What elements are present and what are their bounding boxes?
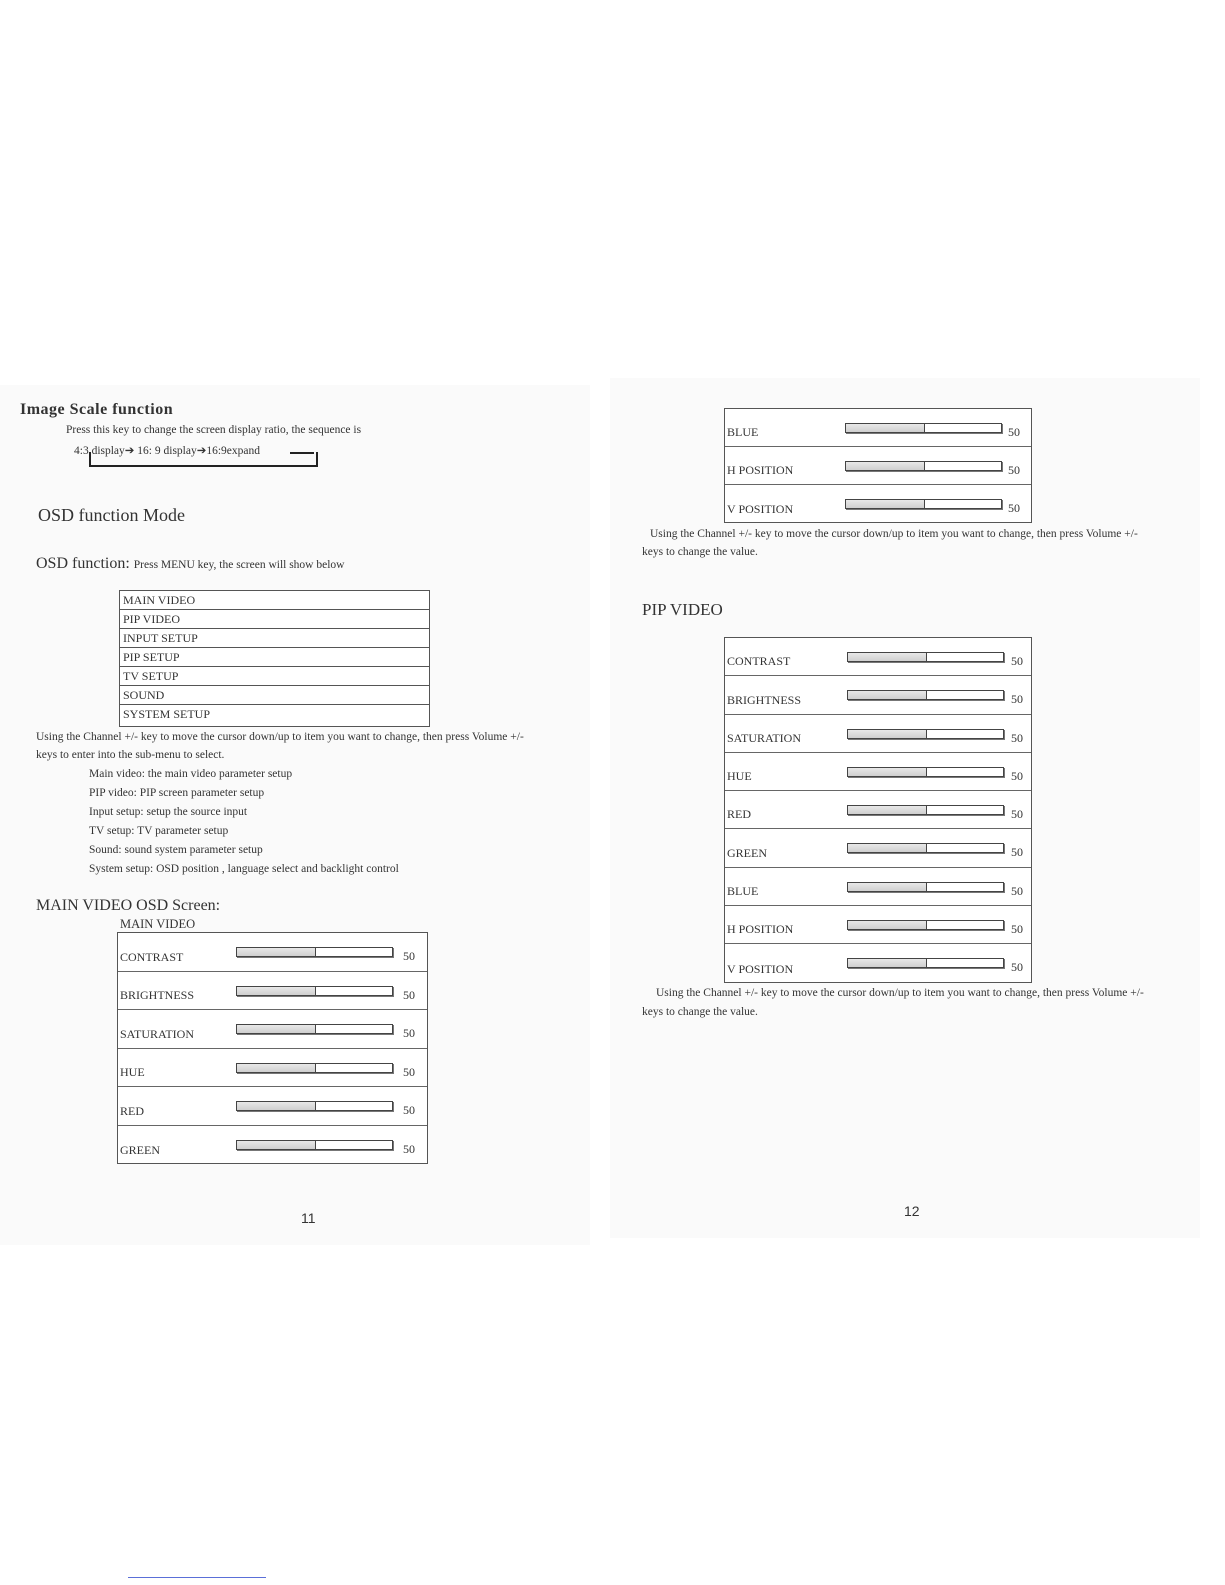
osd-mode-heading: OSD function Mode: [38, 505, 185, 525]
osd-setting-value: 50: [1008, 501, 1020, 515]
osd-setting-row[interactable]: [725, 715, 1031, 753]
osd-setting-label: V POSITION: [727, 961, 794, 976]
osd-setting-value: 50: [1008, 425, 1020, 439]
menu-item: TV SETUP: [120, 667, 429, 686]
osd-setting-label: BRIGHTNESS: [120, 988, 195, 1002]
osd-setting-label: HUE: [727, 769, 752, 784]
osd-setting-value: 50: [1011, 807, 1023, 822]
osd-setting-label: BLUE: [727, 884, 759, 899]
osd-setting-label: CONTRAST: [727, 654, 791, 669]
osd-setting-label: BLUE: [727, 425, 759, 439]
osd-setting-value: 50: [1011, 845, 1023, 860]
osd-level-fill: [237, 1102, 316, 1110]
osd-level-fill: [848, 730, 927, 738]
osd-level-fill: [848, 921, 927, 929]
osd-level-slider[interactable]: [847, 767, 1004, 777]
osd-setting-label: RED: [727, 807, 751, 822]
osd-setting-label: H POSITION: [727, 922, 794, 937]
pip-video-osd-table: [724, 637, 1032, 983]
osd-level-slider[interactable]: [847, 958, 1004, 968]
osd-function-line: [36, 555, 344, 573]
osd-level-fill: [848, 883, 927, 891]
bottom-edge-line: [128, 1577, 266, 1578]
usage-top-line-1: Using the Channel +/- key to move the cursor down/up to item you want to change, then press Volume +/-: [650, 528, 1138, 540]
osd-level-fill: [846, 424, 925, 432]
osd-setting-label: GREEN: [120, 1143, 160, 1157]
osd-setting-label: SATURATION: [727, 730, 802, 745]
osd-level-fill: [237, 1141, 316, 1149]
menu-item: PIP VIDEO: [120, 610, 429, 629]
osd-setting-value: 50: [1011, 922, 1023, 937]
osd-setting-value: 50: [1011, 768, 1023, 783]
osd-level-slider[interactable]: [847, 652, 1004, 662]
osd-setting-row[interactable]: [725, 485, 1031, 523]
image-scale-desc: Press this key to change the screen display ratio, the sequence is: [66, 424, 362, 436]
osd-level-fill: [848, 691, 927, 699]
osd-setting-value: 50: [403, 949, 415, 963]
osd-setting-value: 50: [1011, 654, 1023, 668]
osd-level-fill: [846, 500, 925, 508]
osd-setting-value: 50: [1011, 960, 1023, 975]
osd-setting-row[interactable]: [725, 944, 1031, 982]
osd-level-slider[interactable]: [845, 461, 1002, 471]
osd-level-fill: [846, 462, 925, 470]
menu-description: Input setup: setup the source input: [89, 806, 248, 818]
menu-description: Main video: the main video parameter setup: [89, 768, 293, 780]
osd-setting-label: SATURATION: [120, 1026, 195, 1041]
osd-setting-value: 50: [403, 1026, 415, 1040]
osd-setting-row[interactable]: [725, 906, 1031, 944]
osd-setting-value: 50: [403, 987, 415, 1002]
main-video-osd-table-continued: [724, 408, 1032, 523]
osd-level-fill: [848, 806, 927, 814]
osd-level-slider[interactable]: [845, 499, 1002, 509]
osd-function-lead: OSD function:: [36, 555, 130, 572]
osd-setting-value: 50: [403, 1103, 415, 1117]
usage-bottom-line-1: Using the Channel +/- key to move the cursor down/up to item you want to change, then press Volume +/-: [656, 987, 1144, 999]
osd-setting-row[interactable]: [725, 829, 1031, 867]
menu-item: SYSTEM SETUP: [123, 707, 211, 721]
osd-level-slider[interactable]: [845, 423, 1002, 433]
osd-setting-value: 50: [403, 1064, 415, 1079]
menu-item: PIP SETUP: [120, 648, 429, 667]
osd-level-slider[interactable]: [847, 843, 1004, 853]
menu-description: TV setup: TV parameter setup: [89, 825, 229, 837]
osd-level-slider[interactable]: [236, 1101, 393, 1111]
osd-setting-row[interactable]: [118, 933, 427, 972]
sequence-loop-arrow: [89, 452, 318, 467]
sequence-loop-arrow-tail: [290, 452, 314, 454]
osd-setting-label: CONTRAST: [120, 949, 184, 964]
main-video-osd-table: [117, 932, 428, 1164]
menu-description: PIP video: PIP screen parameter setup: [89, 787, 265, 799]
osd-setting-row[interactable]: [725, 447, 1031, 485]
osd-setting-value: 50: [1011, 883, 1023, 898]
osd-setting-row[interactable]: [725, 409, 1031, 447]
menu-item: MAIN VIDEO: [120, 591, 429, 610]
osd-setting-value: 50: [1011, 730, 1023, 745]
usage-bottom-line-2: keys to change the value.: [642, 1006, 758, 1018]
osd-level-slider[interactable]: [236, 1063, 393, 1073]
osd-level-slider[interactable]: [236, 947, 393, 957]
osd-setting-value: 50: [1008, 463, 1020, 477]
osd-setting-row[interactable]: [725, 676, 1031, 714]
osd-function-desc: Press MENU key, the screen will show below: [133, 559, 345, 571]
osd-setting-row[interactable]: [118, 972, 427, 1011]
osd-setting-row[interactable]: [118, 1126, 427, 1165]
osd-setting-row[interactable]: [725, 868, 1031, 906]
osd-setting-label: HUE: [120, 1065, 145, 1079]
osd-level-fill: [848, 844, 927, 852]
osd-setting-row[interactable]: [725, 753, 1031, 791]
osd-level-fill: [848, 653, 927, 661]
menu-description: System setup: OSD position , language select and backlight control: [89, 863, 399, 875]
osd-main-menu: [119, 590, 430, 727]
image-scale-heading: Image Scale function: [20, 401, 174, 418]
osd-setting-row[interactable]: [725, 638, 1031, 676]
page-number-left: 11: [301, 1210, 316, 1226]
usage-top-line-2: keys to change the value.: [642, 546, 758, 558]
osd-setting-row[interactable]: [118, 1049, 427, 1088]
osd-level-fill: [848, 959, 927, 967]
menu-item: SOUND: [120, 686, 429, 705]
usage-line-2: keys to enter into the sub-menu to select.: [36, 749, 225, 761]
main-video-caption: MAIN VIDEO: [120, 917, 196, 931]
usage-line-1: Using the Channel +/- key to move the cursor down/up to item you want to change, then press Volume +/-: [36, 731, 524, 743]
osd-level-fill: [237, 948, 316, 956]
page-number-right: 12: [904, 1203, 920, 1219]
osd-level-slider[interactable]: [847, 805, 1004, 815]
osd-level-slider[interactable]: [236, 1024, 393, 1034]
osd-setting-label: H POSITION: [727, 463, 794, 477]
osd-level-slider[interactable]: [847, 690, 1004, 700]
osd-level-slider[interactable]: [847, 882, 1004, 892]
osd-setting-value: 50: [1011, 692, 1023, 707]
osd-setting-label: GREEN: [727, 845, 767, 860]
display-sequence: 4:3 display➔ 16: 9 display➔16:9expand: [74, 445, 261, 457]
osd-level-fill: [848, 768, 927, 776]
osd-setting-row[interactable]: [118, 1010, 427, 1049]
osd-setting-value: 50: [403, 1141, 415, 1156]
osd-setting-row[interactable]: [118, 1087, 427, 1126]
osd-setting-label: BRIGHTNESS: [727, 692, 802, 707]
osd-level-fill: [237, 987, 316, 995]
osd-setting-row[interactable]: [725, 791, 1031, 829]
menu-description: Sound: sound system parameter setup: [89, 844, 263, 856]
osd-setting-label: RED: [120, 1103, 144, 1118]
osd-level-slider[interactable]: [847, 729, 1004, 739]
osd-level-fill: [237, 1025, 316, 1033]
menu-item: INPUT SETUP: [120, 629, 429, 648]
osd-level-fill: [237, 1064, 316, 1072]
osd-level-slider[interactable]: [236, 1140, 393, 1150]
main-video-heading: MAIN VIDEO OSD Screen:: [36, 897, 221, 914]
osd-level-slider[interactable]: [236, 986, 393, 996]
pip-video-heading: PIP VIDEO: [642, 600, 723, 619]
osd-level-slider[interactable]: [847, 920, 1004, 930]
osd-setting-label: V POSITION: [727, 502, 794, 516]
